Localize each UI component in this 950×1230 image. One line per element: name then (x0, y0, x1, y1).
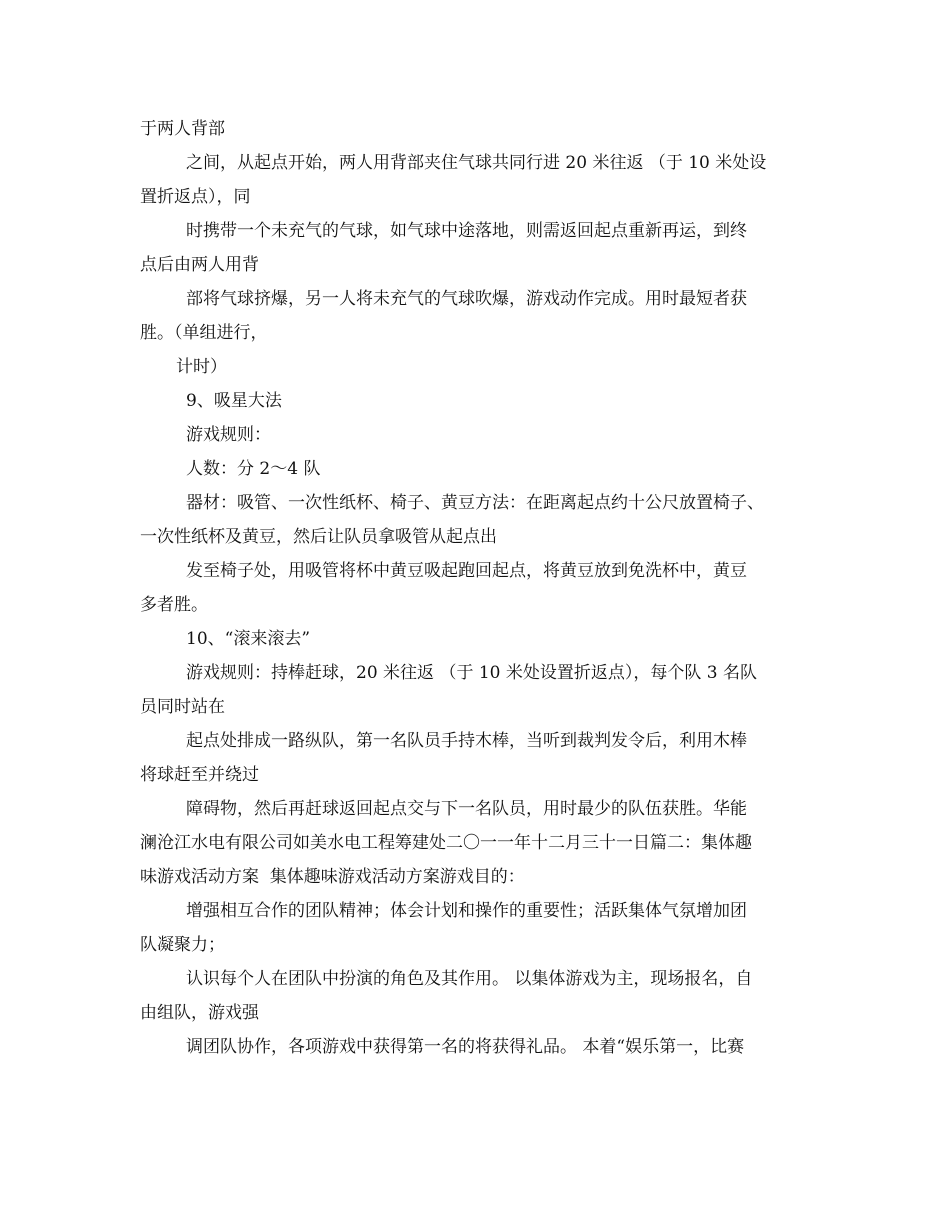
text-line: 澜沧江水电有限公司如美水电工程筹建处二〇一一年十二月三十一日篇二：集体趣 (140, 833, 752, 853)
text-line: 员同时站在 (140, 697, 225, 717)
text-line: 置折返点），同 (140, 187, 251, 207)
text-line: 胜。（单组进行， (140, 323, 268, 343)
text-line: 将球赶至并绕过 (140, 765, 259, 785)
text-line: 10、“滚来滚去” (186, 629, 311, 649)
text-line: 器材：吸管、一次性纸杯、椅子、黄豆方法：在距离起点约十公尺放置椅子、 (186, 493, 764, 513)
text-line: 点后由两人用背 (140, 255, 259, 275)
text-line: 计时） (176, 357, 227, 377)
text-line: 之间，从起点开始，两人用背部夹住气球共同行进 20 米往返 （于 10 米处设 (186, 153, 767, 173)
text-line: 游戏规则： (186, 425, 271, 445)
text-line: 游戏规则：持棒赶球，20 米往返 （于 10 米处设置折返点），每个队 3 名队 (186, 663, 758, 683)
text-line: 一次性纸杯及黄豆，然后让队员拿吸管从起点出 (140, 527, 497, 547)
text-line: 9、吸星大法 (186, 391, 282, 411)
text-line: 时携带一个未充气的气球，如气球中途落地，则需返回起点重新再运，到终 (186, 221, 747, 241)
text-line: 增强相互合作的团队精神；体会计划和操作的重要性；活跃集体气氛增加团 (186, 901, 747, 921)
text-line: 起点处排成一路纵队，第一名队员手持木棒，当听到裁判发令后，利用木棒 (186, 731, 747, 751)
text-line: 发至椅子处，用吸管将杯中黄豆吸起跑回起点，将黄豆放到免洗杯中，黄豆 (186, 561, 747, 581)
text-line: 由组队，游戏强 (140, 1003, 259, 1023)
text-line: 障碍物，然后再赶球返回起点交与下一名队员，用时最少的队伍获胜。华能 (186, 799, 747, 819)
text-line: 多者胜。 (140, 595, 208, 615)
text-line: 人数：分 2～4 队 (186, 459, 321, 479)
text-line: 部将气球挤爆，另一人将未充气的气球吹爆，游戏动作完成。用时最短者获 (186, 289, 747, 309)
document-body (140, 112, 820, 1064)
text-line: 队凝聚力； (140, 935, 225, 955)
text-line: 味游戏活动方案 集体趣味游戏活动方案游戏目的： (140, 867, 525, 887)
text-line: 于两人背部 (140, 119, 225, 139)
text-line: 调团队协作，各项游戏中获得第一名的将获得礼品。 本着“娱乐第一，比赛 (186, 1037, 745, 1057)
text-line: 认识每个人在团队中扮演的角色及其作用。 以集体游戏为主，现场报名，自 (186, 969, 753, 989)
